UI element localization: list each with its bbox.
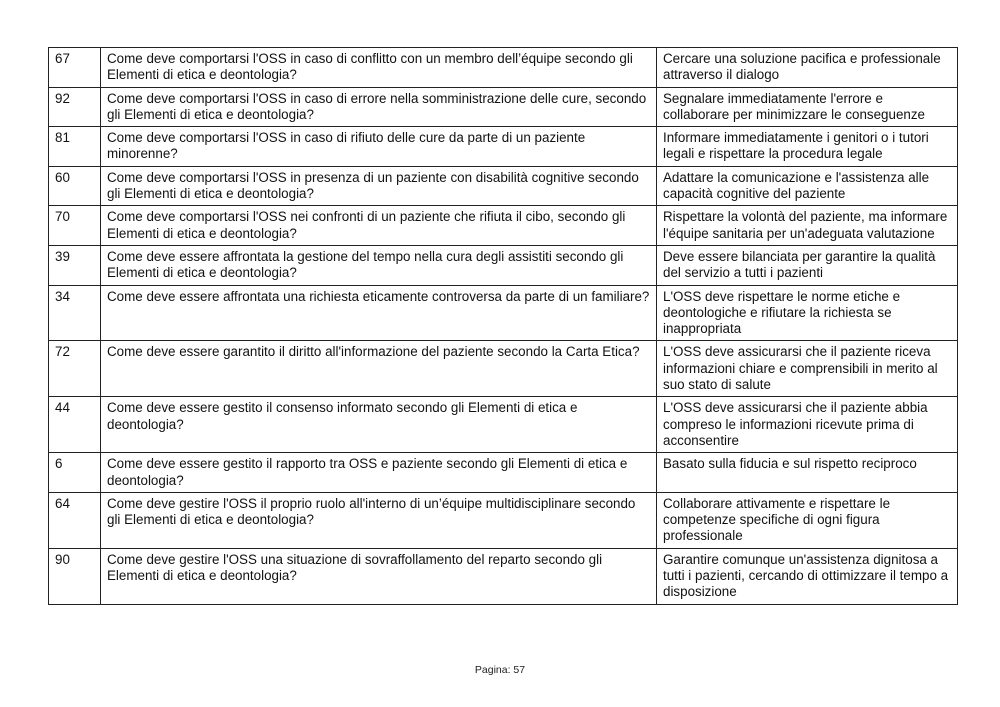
answer-cell: Collaborare attivamente e rispettare le competenze specifiche di ogni figura professionale bbox=[657, 492, 958, 548]
question-id-cell: 6 bbox=[49, 453, 101, 493]
question-id-cell: 67 bbox=[49, 48, 101, 88]
question-id-cell: 39 bbox=[49, 245, 101, 285]
table-row bbox=[49, 166, 958, 206]
question-id-cell: 44 bbox=[49, 397, 101, 453]
question-cell: Come deve comportarsi l'OSS in caso di errore nella somministrazione delle cure, secondo gli Elementi di etica e deontologia? bbox=[101, 87, 657, 127]
answer-cell: Informare immediatamente i genitori o i tutori legali e rispettare la procedura legale bbox=[657, 127, 958, 167]
question-id-cell: 64 bbox=[49, 492, 101, 548]
table-row bbox=[49, 87, 958, 127]
question-cell: Come deve essere gestito il rapporto tra OSS e paziente secondo gli Elementi di etica e deontologia? bbox=[101, 453, 657, 493]
question-id-cell: 72 bbox=[49, 341, 101, 397]
answer-cell: Basato sulla fiducia e sul rispetto reciproco bbox=[657, 453, 958, 493]
table-row bbox=[49, 245, 958, 285]
table-row bbox=[49, 397, 958, 453]
table-row bbox=[49, 492, 958, 548]
question-cell: Come deve comportarsi l'OSS nei confronti di un paziente che rifiuta il cibo, secondo gli Elementi di etica e deontologia? bbox=[101, 206, 657, 246]
table-row bbox=[49, 285, 958, 341]
answer-cell: L'OSS deve rispettare le norme etiche e deontologiche e rifiutare la richiesta se inappropriata bbox=[657, 285, 958, 341]
question-id-cell: 34 bbox=[49, 285, 101, 341]
answer-cell: Adattare la comunicazione e l'assistenza alle capacità cognitive del paziente bbox=[657, 166, 958, 206]
qa-table bbox=[48, 47, 958, 605]
question-cell: Come deve essere affrontata una richiesta eticamente controversa da parte di un familiare? bbox=[101, 285, 657, 341]
answer-cell: L'OSS deve assicurarsi che il paziente abbia compreso le informazioni ricevute prima di acconsentire bbox=[657, 397, 958, 453]
question-cell: Come deve essere affrontata la gestione del tempo nella cura degli assistiti secondo gli Elementi di etica e deontologia? bbox=[101, 245, 657, 285]
question-cell: Come deve gestire l'OSS una situazione di sovraffollamento del reparto secondo gli Elementi di etica e deontologia? bbox=[101, 548, 657, 604]
table-row bbox=[49, 206, 958, 246]
table-row bbox=[49, 127, 958, 167]
question-id-cell: 92 bbox=[49, 87, 101, 127]
table-row bbox=[49, 453, 958, 493]
answer-cell: Rispettare la volontà del paziente, ma informare l'équipe sanitaria per un'adeguata valutazione bbox=[657, 206, 958, 246]
question-cell: Come deve essere garantito il diritto all'informazione del paziente secondo la Carta Etica? bbox=[101, 341, 657, 397]
answer-cell: L'OSS deve assicurarsi che il paziente riceva informazioni chiare e comprensibili in merito al suo stato di salute bbox=[657, 341, 958, 397]
answer-cell: Cercare una soluzione pacifica e professionale attraverso il dialogo bbox=[657, 48, 958, 88]
question-cell: Come deve gestire l'OSS il proprio ruolo all'interno di un’équipe multidisciplinare secondo gli Elementi di etica e deontologia? bbox=[101, 492, 657, 548]
question-cell: Come deve comportarsi l'OSS in presenza di un paziente con disabilità cognitive secondo gli Elementi di etica e deontologia? bbox=[101, 166, 657, 206]
table-row bbox=[49, 548, 958, 604]
question-cell: Come deve comportarsi l'OSS in caso di rifiuto delle cure da parte di un paziente minorenne? bbox=[101, 127, 657, 167]
table-row bbox=[49, 48, 958, 88]
answer-cell: Deve essere bilanciata per garantire la qualità del servizio a tutti i pazienti bbox=[657, 245, 958, 285]
question-id-cell: 60 bbox=[49, 166, 101, 206]
question-cell: Come deve comportarsi l'OSS in caso di conflitto con un membro dell’équipe secondo gli Elementi di etica e deontologia? bbox=[101, 48, 657, 88]
answer-cell: Segnalare immediatamente l'errore e collaborare per minimizzare le conseguenze bbox=[657, 87, 958, 127]
question-cell: Come deve essere gestito il consenso informato secondo gli Elementi di etica e deontologia? bbox=[101, 397, 657, 453]
qa-table-body bbox=[49, 48, 958, 605]
question-id-cell: 70 bbox=[49, 206, 101, 246]
page-number: Pagina: 57 bbox=[474, 664, 526, 676]
question-id-cell: 81 bbox=[49, 127, 101, 167]
question-id-cell: 90 bbox=[49, 548, 101, 604]
answer-cell: Garantire comunque un'assistenza dignitosa a tutti i pazienti, cercando di ottimizzare il tempo a disposizione bbox=[657, 548, 958, 604]
table-row bbox=[49, 341, 958, 397]
